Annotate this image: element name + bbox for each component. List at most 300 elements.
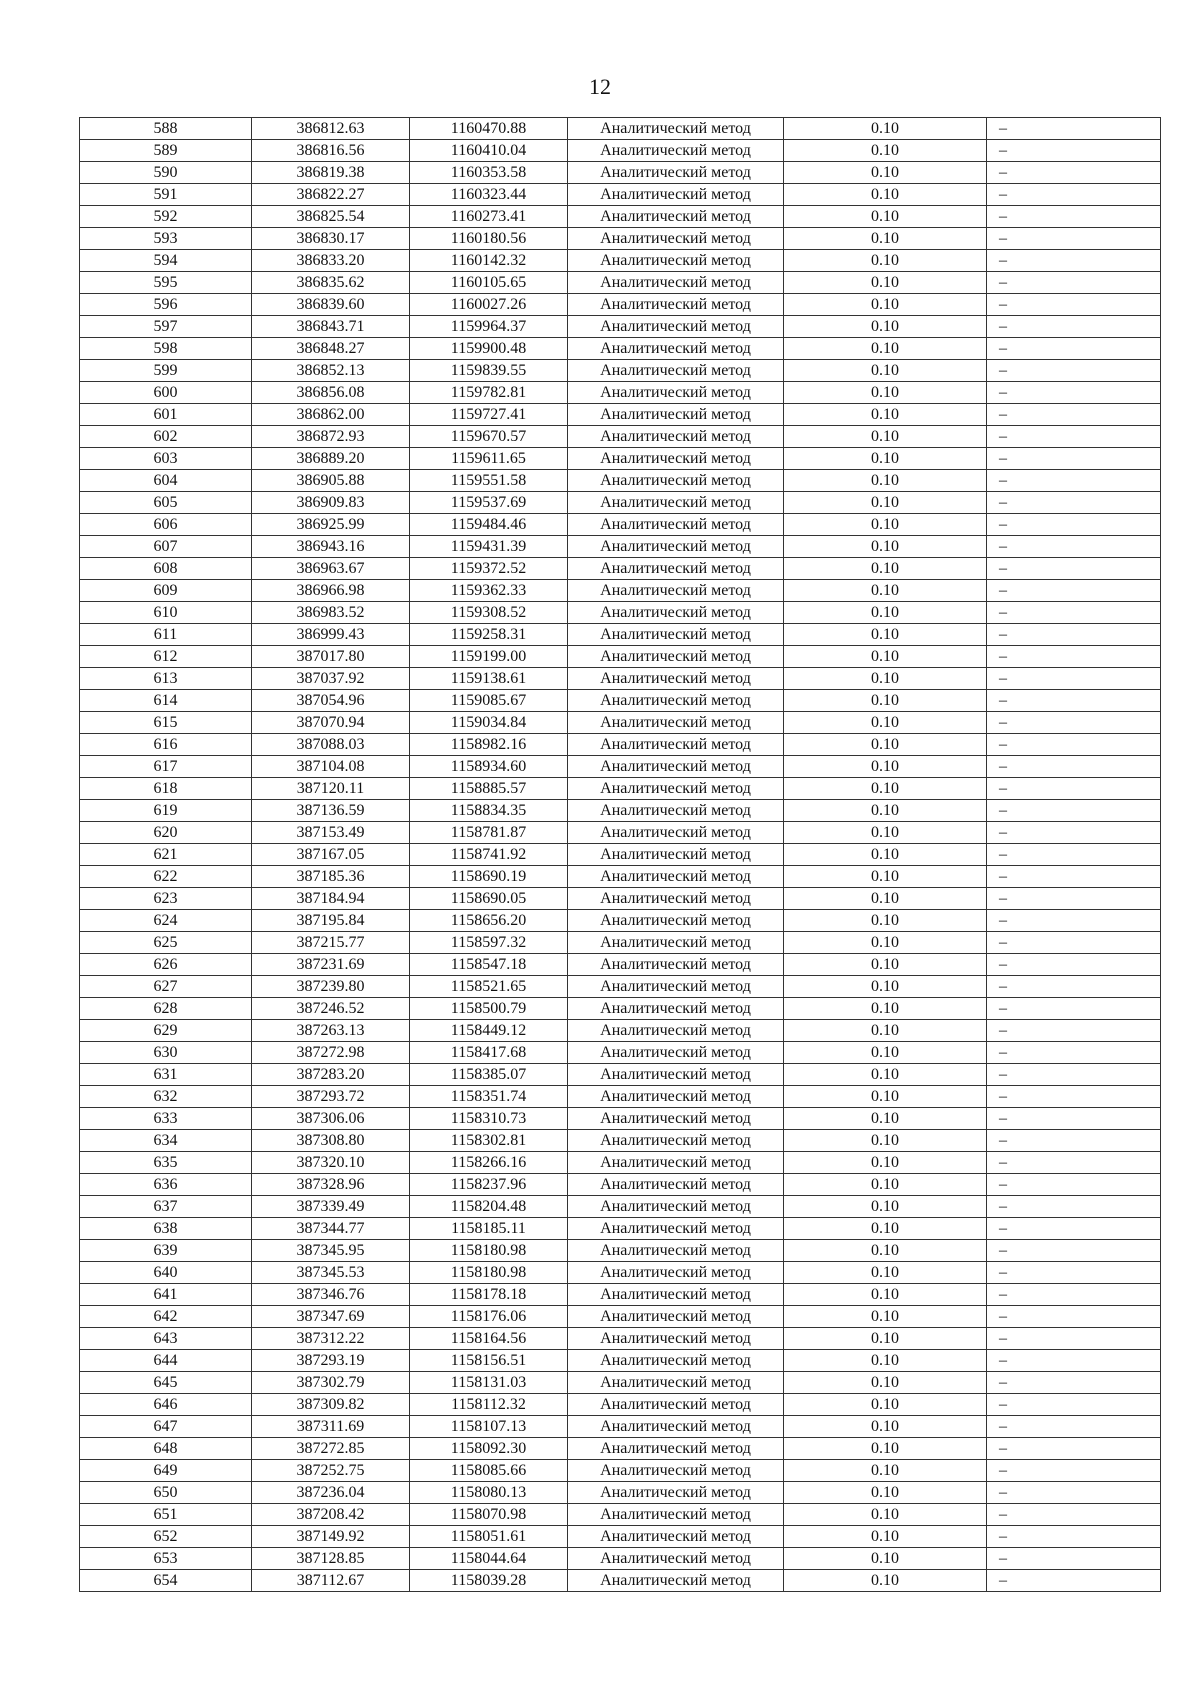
note-cell: – <box>987 140 1161 162</box>
method-cell: Аналитический метод <box>568 228 784 250</box>
table-row <box>80 1218 1161 1240</box>
table-row <box>80 162 1161 184</box>
precision-cell: 0.10 <box>784 910 987 932</box>
x-coordinate-cell: 386925.99 <box>252 514 410 536</box>
precision-cell: 0.10 <box>784 1350 987 1372</box>
note-cell: – <box>987 1526 1161 1548</box>
method-cell: Аналитический метод <box>568 404 784 426</box>
precision-cell: 0.10 <box>784 1416 987 1438</box>
table-row <box>80 228 1161 250</box>
y-coordinate-cell: 1158834.35 <box>410 800 568 822</box>
y-coordinate-cell: 1158085.66 <box>410 1460 568 1482</box>
precision-cell: 0.10 <box>784 162 987 184</box>
point-number-cell: 621 <box>80 844 252 866</box>
precision-cell: 0.10 <box>784 756 987 778</box>
precision-cell: 0.10 <box>784 822 987 844</box>
x-coordinate-cell: 387346.76 <box>252 1284 410 1306</box>
x-coordinate-cell: 387037.92 <box>252 668 410 690</box>
precision-cell: 0.10 <box>784 250 987 272</box>
method-cell: Аналитический метод <box>568 778 784 800</box>
precision-cell: 0.10 <box>784 800 987 822</box>
note-cell: – <box>987 1130 1161 1152</box>
point-number-cell: 596 <box>80 294 252 316</box>
method-cell: Аналитический метод <box>568 426 784 448</box>
point-number-cell: 607 <box>80 536 252 558</box>
method-cell: Аналитический метод <box>568 118 784 140</box>
y-coordinate-cell: 1158164.56 <box>410 1328 568 1350</box>
note-cell: – <box>987 426 1161 448</box>
precision-cell: 0.10 <box>784 1130 987 1152</box>
x-coordinate-cell: 387308.80 <box>252 1130 410 1152</box>
table-row <box>80 1416 1161 1438</box>
point-number-cell: 591 <box>80 184 252 206</box>
x-coordinate-cell: 387017.80 <box>252 646 410 668</box>
x-coordinate-cell: 386943.16 <box>252 536 410 558</box>
note-cell: – <box>987 1548 1161 1570</box>
x-coordinate-cell: 387153.49 <box>252 822 410 844</box>
point-number-cell: 609 <box>80 580 252 602</box>
point-number-cell: 639 <box>80 1240 252 1262</box>
y-coordinate-cell: 1158521.65 <box>410 976 568 998</box>
x-coordinate-cell: 386862.00 <box>252 404 410 426</box>
point-number-cell: 610 <box>80 602 252 624</box>
table-row <box>80 800 1161 822</box>
point-number-cell: 611 <box>80 624 252 646</box>
method-cell: Аналитический метод <box>568 866 784 888</box>
point-number-cell: 593 <box>80 228 252 250</box>
method-cell: Аналитический метод <box>568 382 784 404</box>
method-cell: Аналитический метод <box>568 1548 784 1570</box>
precision-cell: 0.10 <box>784 1020 987 1042</box>
y-coordinate-cell: 1159484.46 <box>410 514 568 536</box>
method-cell: Аналитический метод <box>568 514 784 536</box>
table-row <box>80 844 1161 866</box>
table-row <box>80 778 1161 800</box>
precision-cell: 0.10 <box>784 1086 987 1108</box>
point-number-cell: 614 <box>80 690 252 712</box>
point-number-cell: 642 <box>80 1306 252 1328</box>
note-cell: – <box>987 338 1161 360</box>
x-coordinate-cell: 387345.95 <box>252 1240 410 1262</box>
coordinates-table-body <box>80 118 1161 1592</box>
table-row <box>80 1504 1161 1526</box>
method-cell: Аналитический метод <box>568 1174 784 1196</box>
precision-cell: 0.10 <box>784 1218 987 1240</box>
y-coordinate-cell: 1159551.58 <box>410 470 568 492</box>
table-row <box>80 426 1161 448</box>
y-coordinate-cell: 1158185.11 <box>410 1218 568 1240</box>
point-number-cell: 643 <box>80 1328 252 1350</box>
table-row <box>80 206 1161 228</box>
point-number-cell: 649 <box>80 1460 252 1482</box>
x-coordinate-cell: 386830.17 <box>252 228 410 250</box>
table-row <box>80 470 1161 492</box>
method-cell: Аналитический метод <box>568 316 784 338</box>
method-cell: Аналитический метод <box>568 690 784 712</box>
y-coordinate-cell: 1159085.67 <box>410 690 568 712</box>
x-coordinate-cell: 386835.62 <box>252 272 410 294</box>
y-coordinate-cell: 1160410.04 <box>410 140 568 162</box>
point-number-cell: 624 <box>80 910 252 932</box>
y-coordinate-cell: 1159138.61 <box>410 668 568 690</box>
note-cell: – <box>987 162 1161 184</box>
y-coordinate-cell: 1158781.87 <box>410 822 568 844</box>
x-coordinate-cell: 387320.10 <box>252 1152 410 1174</box>
precision-cell: 0.10 <box>784 514 987 536</box>
precision-cell: 0.10 <box>784 1306 987 1328</box>
method-cell: Аналитический метод <box>568 1086 784 1108</box>
y-coordinate-cell: 1158039.28 <box>410 1570 568 1592</box>
x-coordinate-cell: 387283.20 <box>252 1064 410 1086</box>
table-row <box>80 1460 1161 1482</box>
coordinates-table <box>79 117 1161 1592</box>
method-cell: Аналитический метод <box>568 1196 784 1218</box>
precision-cell: 0.10 <box>784 1460 987 1482</box>
precision-cell: 0.10 <box>784 360 987 382</box>
point-number-cell: 648 <box>80 1438 252 1460</box>
precision-cell: 0.10 <box>784 1328 987 1350</box>
precision-cell: 0.10 <box>784 272 987 294</box>
point-number-cell: 650 <box>80 1482 252 1504</box>
precision-cell: 0.10 <box>784 866 987 888</box>
note-cell: – <box>987 1394 1161 1416</box>
precision-cell: 0.10 <box>784 580 987 602</box>
table-row <box>80 1086 1161 1108</box>
table-row <box>80 954 1161 976</box>
x-coordinate-cell: 387246.52 <box>252 998 410 1020</box>
point-number-cell: 602 <box>80 426 252 448</box>
x-coordinate-cell: 386963.67 <box>252 558 410 580</box>
precision-cell: 0.10 <box>784 1526 987 1548</box>
method-cell: Аналитический метод <box>568 800 784 822</box>
method-cell: Аналитический метод <box>568 470 784 492</box>
note-cell: – <box>987 954 1161 976</box>
y-coordinate-cell: 1160323.44 <box>410 184 568 206</box>
method-cell: Аналитический метод <box>568 888 784 910</box>
x-coordinate-cell: 387195.84 <box>252 910 410 932</box>
note-cell: – <box>987 998 1161 1020</box>
point-number-cell: 613 <box>80 668 252 690</box>
method-cell: Аналитический метод <box>568 734 784 756</box>
y-coordinate-cell: 1158690.19 <box>410 866 568 888</box>
note-cell: – <box>987 1262 1161 1284</box>
table-row <box>80 448 1161 470</box>
note-cell: – <box>987 470 1161 492</box>
note-cell: – <box>987 536 1161 558</box>
table-row <box>80 404 1161 426</box>
method-cell: Аналитический метод <box>568 624 784 646</box>
y-coordinate-cell: 1158310.73 <box>410 1108 568 1130</box>
y-coordinate-cell: 1160353.58 <box>410 162 568 184</box>
method-cell: Аналитический метод <box>568 910 784 932</box>
precision-cell: 0.10 <box>784 602 987 624</box>
note-cell: – <box>987 756 1161 778</box>
y-coordinate-cell: 1158092.30 <box>410 1438 568 1460</box>
y-coordinate-cell: 1158156.51 <box>410 1350 568 1372</box>
y-coordinate-cell: 1158044.64 <box>410 1548 568 1570</box>
point-number-cell: 622 <box>80 866 252 888</box>
point-number-cell: 647 <box>80 1416 252 1438</box>
precision-cell: 0.10 <box>784 118 987 140</box>
table-row <box>80 822 1161 844</box>
y-coordinate-cell: 1158112.32 <box>410 1394 568 1416</box>
point-number-cell: 629 <box>80 1020 252 1042</box>
note-cell: – <box>987 1460 1161 1482</box>
note-cell: – <box>987 888 1161 910</box>
table-row <box>80 1482 1161 1504</box>
table-row <box>80 1548 1161 1570</box>
table-row <box>80 646 1161 668</box>
y-coordinate-cell: 1159308.52 <box>410 602 568 624</box>
x-coordinate-cell: 387167.05 <box>252 844 410 866</box>
y-coordinate-cell: 1160180.56 <box>410 228 568 250</box>
x-coordinate-cell: 387120.11 <box>252 778 410 800</box>
table-row <box>80 118 1161 140</box>
table-row <box>80 360 1161 382</box>
point-number-cell: 630 <box>80 1042 252 1064</box>
x-coordinate-cell: 386909.83 <box>252 492 410 514</box>
method-cell: Аналитический метод <box>568 294 784 316</box>
method-cell: Аналитический метод <box>568 602 784 624</box>
table-row <box>80 1328 1161 1350</box>
precision-cell: 0.10 <box>784 1372 987 1394</box>
precision-cell: 0.10 <box>784 690 987 712</box>
table-row <box>80 1196 1161 1218</box>
precision-cell: 0.10 <box>784 1438 987 1460</box>
note-cell: – <box>987 1218 1161 1240</box>
precision-cell: 0.10 <box>784 1042 987 1064</box>
note-cell: – <box>987 624 1161 646</box>
note-cell: – <box>987 448 1161 470</box>
precision-cell: 0.10 <box>784 1152 987 1174</box>
x-coordinate-cell: 386822.27 <box>252 184 410 206</box>
note-cell: – <box>987 1086 1161 1108</box>
precision-cell: 0.10 <box>784 382 987 404</box>
y-coordinate-cell: 1158131.03 <box>410 1372 568 1394</box>
x-coordinate-cell: 386872.93 <box>252 426 410 448</box>
note-cell: – <box>987 932 1161 954</box>
note-cell: – <box>987 1042 1161 1064</box>
y-coordinate-cell: 1160470.88 <box>410 118 568 140</box>
point-number-cell: 620 <box>80 822 252 844</box>
y-coordinate-cell: 1158449.12 <box>410 1020 568 1042</box>
note-cell: – <box>987 1196 1161 1218</box>
y-coordinate-cell: 1158302.81 <box>410 1130 568 1152</box>
x-coordinate-cell: 386825.54 <box>252 206 410 228</box>
point-number-cell: 592 <box>80 206 252 228</box>
x-coordinate-cell: 387208.42 <box>252 1504 410 1526</box>
point-number-cell: 646 <box>80 1394 252 1416</box>
point-number-cell: 600 <box>80 382 252 404</box>
table-row <box>80 316 1161 338</box>
point-number-cell: 589 <box>80 140 252 162</box>
table-row <box>80 1064 1161 1086</box>
method-cell: Аналитический метод <box>568 1350 784 1372</box>
x-coordinate-cell: 386966.98 <box>252 580 410 602</box>
method-cell: Аналитический метод <box>568 184 784 206</box>
precision-cell: 0.10 <box>784 1394 987 1416</box>
x-coordinate-cell: 387312.22 <box>252 1328 410 1350</box>
method-cell: Аналитический метод <box>568 646 784 668</box>
precision-cell: 0.10 <box>784 536 987 558</box>
point-number-cell: 625 <box>80 932 252 954</box>
note-cell: – <box>987 1240 1161 1262</box>
table-row <box>80 1526 1161 1548</box>
y-coordinate-cell: 1159782.81 <box>410 382 568 404</box>
method-cell: Аналитический метод <box>568 1152 784 1174</box>
table-row <box>80 184 1161 206</box>
precision-cell: 0.10 <box>784 734 987 756</box>
method-cell: Аналитический метод <box>568 360 784 382</box>
method-cell: Аналитический метод <box>568 1262 784 1284</box>
note-cell: – <box>987 646 1161 668</box>
point-number-cell: 599 <box>80 360 252 382</box>
precision-cell: 0.10 <box>784 712 987 734</box>
table-row <box>80 272 1161 294</box>
note-cell: – <box>987 712 1161 734</box>
table-row <box>80 712 1161 734</box>
y-coordinate-cell: 1158176.06 <box>410 1306 568 1328</box>
table-row <box>80 250 1161 272</box>
x-coordinate-cell: 386833.20 <box>252 250 410 272</box>
x-coordinate-cell: 386999.43 <box>252 624 410 646</box>
point-number-cell: 588 <box>80 118 252 140</box>
precision-cell: 0.10 <box>784 778 987 800</box>
x-coordinate-cell: 387088.03 <box>252 734 410 756</box>
table-row <box>80 1372 1161 1394</box>
note-cell: – <box>987 910 1161 932</box>
y-coordinate-cell: 1159199.00 <box>410 646 568 668</box>
x-coordinate-cell: 387239.80 <box>252 976 410 998</box>
table-row <box>80 382 1161 404</box>
point-number-cell: 631 <box>80 1064 252 1086</box>
method-cell: Аналитический метод <box>568 1416 784 1438</box>
method-cell: Аналитический метод <box>568 756 784 778</box>
precision-cell: 0.10 <box>784 184 987 206</box>
table-row <box>80 690 1161 712</box>
x-coordinate-cell: 387272.85 <box>252 1438 410 1460</box>
table-row <box>80 294 1161 316</box>
x-coordinate-cell: 386816.56 <box>252 140 410 162</box>
x-coordinate-cell: 387185.36 <box>252 866 410 888</box>
y-coordinate-cell: 1158070.98 <box>410 1504 568 1526</box>
precision-cell: 0.10 <box>784 998 987 1020</box>
table-row <box>80 536 1161 558</box>
table-row <box>80 1020 1161 1042</box>
table-row <box>80 624 1161 646</box>
point-number-cell: 634 <box>80 1130 252 1152</box>
note-cell: – <box>987 184 1161 206</box>
precision-cell: 0.10 <box>784 228 987 250</box>
note-cell: – <box>987 382 1161 404</box>
x-coordinate-cell: 386983.52 <box>252 602 410 624</box>
y-coordinate-cell: 1160027.26 <box>410 294 568 316</box>
method-cell: Аналитический метод <box>568 162 784 184</box>
y-coordinate-cell: 1159670.57 <box>410 426 568 448</box>
point-number-cell: 603 <box>80 448 252 470</box>
point-number-cell: 608 <box>80 558 252 580</box>
method-cell: Аналитический метод <box>568 1284 784 1306</box>
note-cell: – <box>987 360 1161 382</box>
method-cell: Аналитический метод <box>568 1064 784 1086</box>
note-cell: – <box>987 1438 1161 1460</box>
y-coordinate-cell: 1159431.39 <box>410 536 568 558</box>
note-cell: – <box>987 118 1161 140</box>
note-cell: – <box>987 778 1161 800</box>
y-coordinate-cell: 1158500.79 <box>410 998 568 1020</box>
x-coordinate-cell: 387136.59 <box>252 800 410 822</box>
precision-cell: 0.10 <box>784 888 987 910</box>
precision-cell: 0.10 <box>784 294 987 316</box>
method-cell: Аналитический метод <box>568 976 784 998</box>
y-coordinate-cell: 1158934.60 <box>410 756 568 778</box>
precision-cell: 0.10 <box>784 932 987 954</box>
point-number-cell: 606 <box>80 514 252 536</box>
x-coordinate-cell: 387328.96 <box>252 1174 410 1196</box>
table-row <box>80 1284 1161 1306</box>
table-row <box>80 1394 1161 1416</box>
point-number-cell: 637 <box>80 1196 252 1218</box>
y-coordinate-cell: 1158107.13 <box>410 1416 568 1438</box>
point-number-cell: 651 <box>80 1504 252 1526</box>
note-cell: – <box>987 734 1161 756</box>
table-row <box>80 932 1161 954</box>
precision-cell: 0.10 <box>784 1262 987 1284</box>
point-number-cell: 632 <box>80 1086 252 1108</box>
x-coordinate-cell: 387347.69 <box>252 1306 410 1328</box>
table-row <box>80 668 1161 690</box>
method-cell: Аналитический метод <box>568 558 784 580</box>
x-coordinate-cell: 386839.60 <box>252 294 410 316</box>
x-coordinate-cell: 387236.04 <box>252 1482 410 1504</box>
x-coordinate-cell: 386852.13 <box>252 360 410 382</box>
method-cell: Аналитический метод <box>568 140 784 162</box>
y-coordinate-cell: 1158417.68 <box>410 1042 568 1064</box>
x-coordinate-cell: 387311.69 <box>252 1416 410 1438</box>
note-cell: – <box>987 514 1161 536</box>
note-cell: – <box>987 1306 1161 1328</box>
note-cell: – <box>987 976 1161 998</box>
y-coordinate-cell: 1160142.32 <box>410 250 568 272</box>
method-cell: Аналитический метод <box>568 338 784 360</box>
table-row <box>80 492 1161 514</box>
table-row <box>80 1350 1161 1372</box>
table-row <box>80 866 1161 888</box>
method-cell: Аналитический метод <box>568 272 784 294</box>
method-cell: Аналитический метод <box>568 668 784 690</box>
x-coordinate-cell: 387302.79 <box>252 1372 410 1394</box>
x-coordinate-cell: 387272.98 <box>252 1042 410 1064</box>
x-coordinate-cell: 387128.85 <box>252 1548 410 1570</box>
method-cell: Аналитический метод <box>568 954 784 976</box>
precision-cell: 0.10 <box>784 140 987 162</box>
point-number-cell: 623 <box>80 888 252 910</box>
note-cell: – <box>987 580 1161 602</box>
precision-cell: 0.10 <box>784 844 987 866</box>
table-row <box>80 338 1161 360</box>
method-cell: Аналитический метод <box>568 492 784 514</box>
point-number-cell: 654 <box>80 1570 252 1592</box>
note-cell: – <box>987 272 1161 294</box>
y-coordinate-cell: 1158741.92 <box>410 844 568 866</box>
point-number-cell: 633 <box>80 1108 252 1130</box>
point-number-cell: 640 <box>80 1262 252 1284</box>
method-cell: Аналитический метод <box>568 1394 784 1416</box>
y-coordinate-cell: 1159362.33 <box>410 580 568 602</box>
y-coordinate-cell: 1159258.31 <box>410 624 568 646</box>
table-row <box>80 756 1161 778</box>
table-row <box>80 1152 1161 1174</box>
